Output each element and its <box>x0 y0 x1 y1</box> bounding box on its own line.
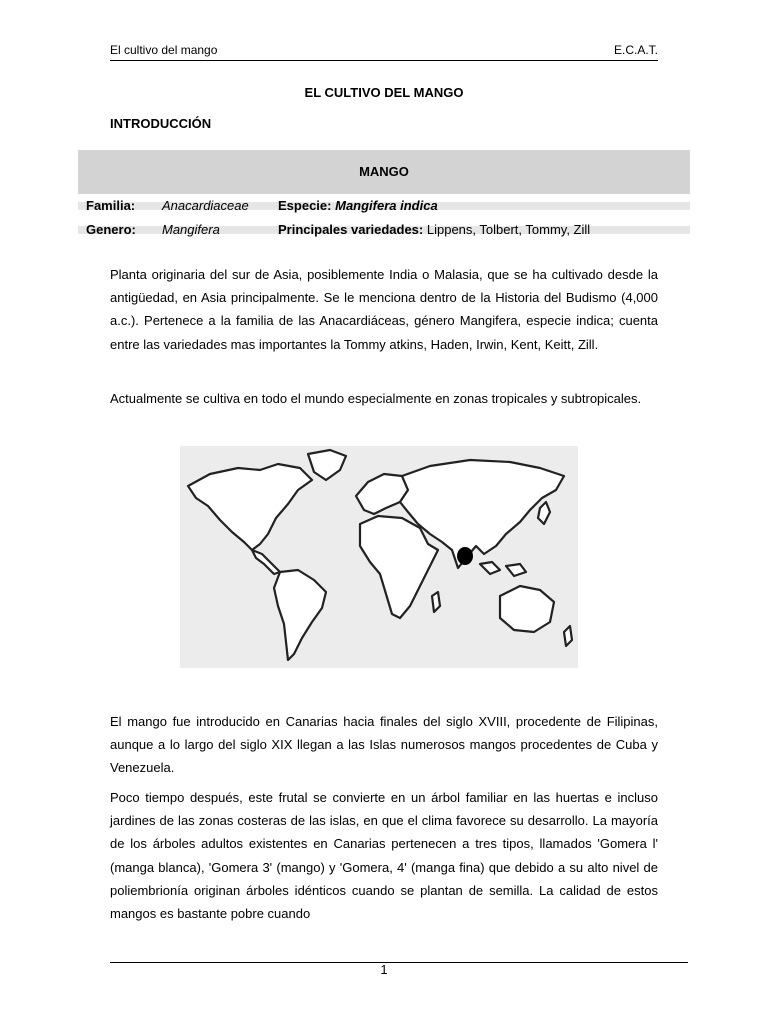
familia-value: Anacardiaceae <box>162 198 249 213</box>
especie-label: Especie: <box>278 198 332 213</box>
table-header: MANGO <box>78 150 690 194</box>
header-left-text: El cultivo del mango <box>110 43 218 57</box>
origin-marker-icon <box>457 547 473 565</box>
page-number: 1 <box>380 962 388 977</box>
variedades-value: Lippens, Tolbert, Tommy, Zill <box>426 222 591 237</box>
page-header <box>110 42 658 61</box>
paragraph-distribution: Actualmente se cultiva en todo el mundo especialmente en zonas tropicales y subtropicales. <box>110 391 642 406</box>
paragraph-varieties: Poco tiempo después, este frutal se convierte en un árbol familiar en las huertas e incluso jardines de las zonas costeras de las islas, en que el clima favorece su desarrollo. La mayoría de los árboles adultos existentes en Canarias pertenecen a tres tipos, llamados 'Gomera l' (manga blanca), 'Gomera 3' (mango) y 'Gomera, 4' (manga fina) que debido a su alto nivel de poliembrionía originan árboles idénticos cuando se plantan de semilla. La calidad de estos mangos es bastante pobre cuando <box>110 790 658 922</box>
section-heading: INTRODUCCIÓN <box>110 116 212 131</box>
taxonomy-table <box>78 150 690 242</box>
document-title: EL CULTIVO DEL MANGO <box>304 85 464 100</box>
header-right-text: E.C.A.T. <box>613 43 658 57</box>
variedades-label: Principales variedades: <box>278 222 424 237</box>
familia-label: Familia: <box>86 198 136 213</box>
especie-cell <box>278 198 438 213</box>
variedades-cell <box>278 222 590 237</box>
especie-value: Mangifera indica <box>335 198 438 213</box>
table-row <box>78 194 690 218</box>
world-map-image <box>180 446 578 668</box>
genero-value: Mangifera <box>162 222 220 237</box>
table-row <box>78 218 690 242</box>
paragraph-origin: Planta originaria del sur de Asia, posiblemente India o Malasia, que se ha cultivado desde la antigüedad, en Asia principalmente. Se le menciona dentro de la Historia del Budismo (4,000 a.c.). Pertenece a la familia de las Anacardiáceas, género Mangifera, especie indica; cuenta entre las variedades mas importantes la Tommy atkins, Haden, Irwin, Kent, Keitt, Zill. <box>110 267 658 352</box>
genero-label: Genero: <box>86 222 136 237</box>
paragraph-canarias: El mango fue introducido en Canarias hacia finales del siglo XVIII, procedente de Filipinas, aunque a lo largo del siglo XIX llegan a las Islas numerosos mangos procedentes de Cuba y Venezuela. <box>110 714 658 776</box>
